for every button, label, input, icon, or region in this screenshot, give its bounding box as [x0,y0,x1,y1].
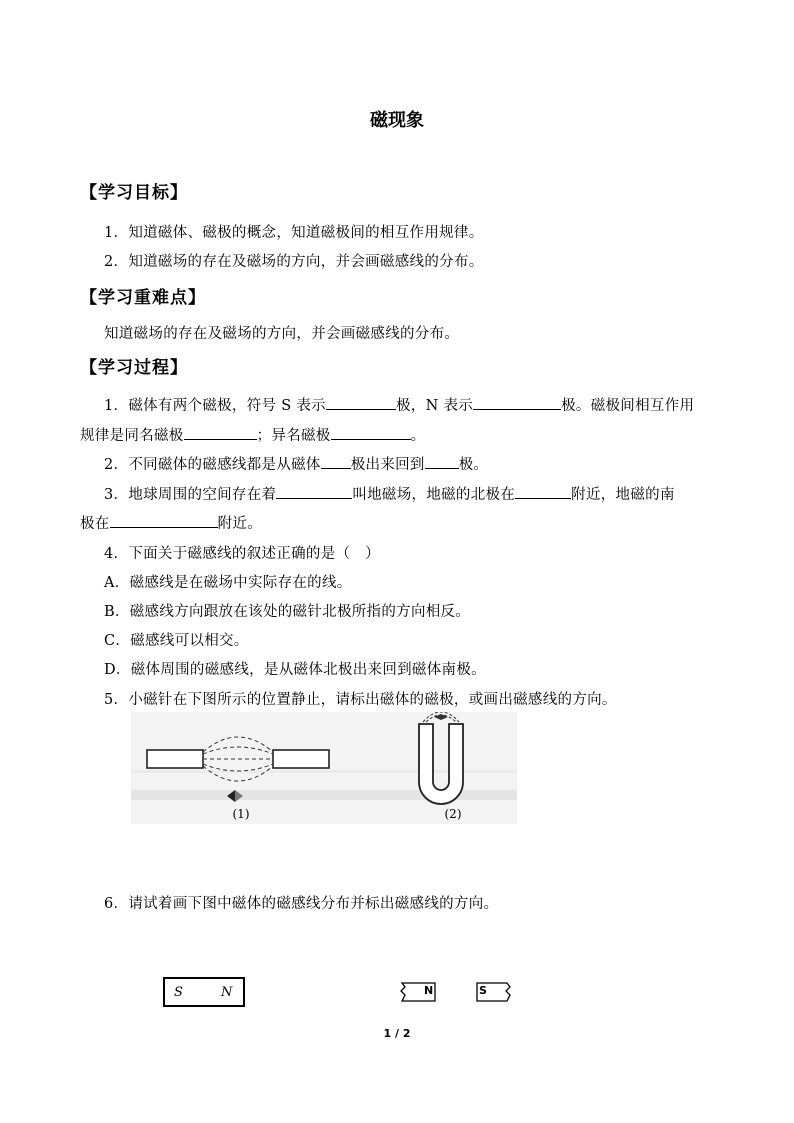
question-3-line-1: 3．地球周围的空间存在着 叫地磁场，地磁的北极在 附近，地磁的南 [104,483,675,504]
figure-2-label: (2) [444,807,462,821]
section-goals: 【学习目标】 [80,183,188,203]
blank-7[interactable] [276,484,352,499]
bar-magnet-sn [163,977,245,1007]
blank-4[interactable] [331,425,411,440]
blank-5[interactable] [321,454,351,469]
blank-9[interactable] [110,513,218,528]
blank-6[interactable] [425,454,459,469]
u-magnet [419,724,463,804]
magnet-figure-scan [131,712,517,824]
piece-s-label: S [479,984,487,997]
option-b[interactable]: B．磁感线方向跟放在该处的磁针北极所指的方向相反。 [104,604,471,620]
question-2: 2．不同磁体的磁感线都是从磁体 极出来回到 极。 [104,453,488,474]
bar-magnet-n-label: N [221,985,233,1000]
page-title: 磁现象 [370,110,424,131]
blank-1[interactable] [326,395,396,410]
compass-needle-2-icon [434,714,448,720]
blank-3[interactable] [184,425,257,440]
field-lines-1 [203,737,273,781]
magnet-figure-svg [131,712,517,824]
blank-2[interactable] [473,395,561,410]
bar-magnet-s-label: S [174,985,183,1000]
question-4-stem: 4．下面关于磁感线的叙述正确的是（ ） [104,546,380,562]
option-d[interactable]: D．磁体周围的磁感线，是从磁体北极出来回到磁体南极。 [104,662,486,678]
option-a[interactable]: A．磁感线是在磁场中实际存在的线。 [104,575,352,591]
question-1-line-2: 规律是同名磁极 ；异名磁极 。 [80,424,425,445]
blank-8[interactable] [515,484,571,499]
section-key-points: 【学习重难点】 [80,288,206,308]
piece-n-label: N [424,984,434,997]
section-process: 【学习过程】 [80,358,188,378]
goal-1: 1．知道磁体、磁极的概念，知道磁极间的相互作用规律。 [104,225,484,241]
question-5-stem: 5．小磁针在下图所示的位置静止，请标出磁体的磁极，或画出磁感线的方向。 [104,692,617,708]
question-6-stem: 6．请试着画下图中磁体的磁感线分布并标出磁感线的方向。 [104,896,499,912]
bar-magnet-right [273,750,329,768]
option-c[interactable]: C．磁感线可以相交。 [104,633,249,649]
bar-magnet-left [147,750,203,768]
key-point-text: 知道磁场的存在及磁场的方向，并会画磁感线的分布。 [104,326,460,342]
page-number: 1 / 2 [383,1027,411,1040]
question-3-line-2: 极在 附近。 [80,512,262,533]
question-1-line-1: 1．磁体有两个磁极，符号 S 表示 极，N 表示 极。磁极间相互作用 [104,394,694,415]
goal-2: 2．知道磁场的存在及磁场的方向，并会画磁感线的分布。 [104,254,484,270]
figure-1-label: (1) [232,807,250,821]
